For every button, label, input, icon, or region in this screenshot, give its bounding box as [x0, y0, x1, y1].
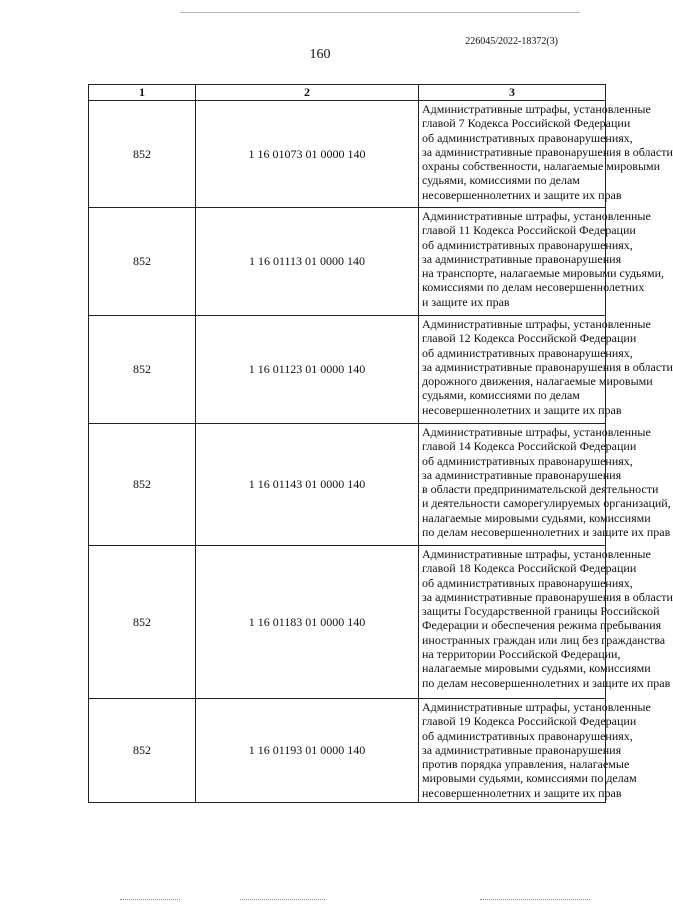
- column-header-1: 1: [89, 85, 196, 101]
- table-row: [89, 424, 606, 546]
- description-line: главой 18 Кодекса Российской Федерации: [422, 561, 637, 576]
- page-number: 160: [309, 47, 331, 62]
- description-line: Административные штрафы, установленные: [422, 700, 651, 714]
- column-header-2: 2: [196, 85, 419, 101]
- description-line: налагаемые мировыми судьями, комиссиями: [422, 661, 651, 676]
- description-line: об административных правонарушениях,: [422, 728, 633, 743]
- description-line: об административных правонарушениях,: [422, 345, 633, 360]
- table-row: [89, 316, 606, 424]
- description-line: об административных правонарушениях,: [422, 237, 633, 252]
- description-line: об административных правонарушениях,: [422, 130, 633, 145]
- description-line: судьями, комиссиями по делам: [422, 173, 580, 188]
- description-line: за административные правонарушения в области: [422, 589, 673, 604]
- document-number: 226045/2022-18372(3): [465, 36, 558, 47]
- table-row: [89, 546, 606, 699]
- description-line: за административные правонарушения: [422, 251, 622, 266]
- budget-classification-code-cell: 1 16 01073 01 0000 140: [196, 101, 419, 208]
- revenue-description-cell: [419, 101, 673, 208]
- budget-classification-code-cell: 1 16 01123 01 0000 140: [196, 316, 419, 424]
- description-line: мировыми судьями, комиссиями по делам: [422, 771, 637, 786]
- description-line: комиссиями по делам несовершеннолетних: [422, 280, 645, 295]
- description-line: Административные штрафы, установленные: [422, 425, 651, 439]
- description-line: за административные правонарушения: [422, 742, 622, 757]
- description-line: несовершеннолетних и защите их прав: [422, 187, 622, 202]
- scan-artifact-line: [240, 899, 325, 900]
- description-line: об административных правонарушениях,: [422, 575, 633, 590]
- admin-code-cell: 852: [89, 316, 196, 424]
- column-header-3: 3: [419, 85, 606, 101]
- table-row: [89, 699, 606, 803]
- description-line: Административные штрафы, установленные: [422, 209, 651, 223]
- description-line: дорожного движения, налагаемые мировыми: [422, 374, 653, 389]
- description-line: главой 14 Кодекса Российской Федерации: [422, 439, 637, 454]
- table-row: [89, 101, 606, 208]
- scan-artifact-line: [480, 899, 590, 900]
- description-line: налагаемые мировыми судьями, комиссиями: [422, 510, 651, 525]
- description-line: за административные правонарушения в области: [422, 144, 673, 159]
- admin-code-cell: 852: [89, 699, 196, 803]
- revenue-description-cell: [419, 208, 665, 316]
- admin-code-cell: 852: [89, 546, 196, 699]
- description-line: главой 19 Кодекса Российской Федерации: [422, 714, 637, 729]
- description-line: несовершеннолетних и защите их прав: [422, 785, 622, 800]
- revenue-description-cell: [419, 316, 673, 424]
- description-line: иностранных граждан или лиц без гражданства: [422, 632, 666, 647]
- description-line: об административных правонарушениях,: [422, 453, 633, 468]
- description-line: Административные штрафы, установленные: [422, 547, 651, 561]
- budget-classification-code-cell: 1 16 01113 01 0000 140: [196, 208, 419, 316]
- budget-classification-code-cell: 1 16 01193 01 0000 140: [196, 699, 419, 803]
- description-line: за административные правонарушения в области: [422, 359, 673, 374]
- description-line: в области предпринимательской деятельности: [422, 482, 659, 497]
- description-line: на транспорте, налагаемые мировыми судьями,: [422, 266, 665, 281]
- description-line: Административные штрафы, установленные: [422, 102, 651, 116]
- description-line: и деятельности саморегулируемых организаций,: [422, 496, 671, 511]
- table-row: [89, 208, 606, 316]
- description-line: против порядка управления, налагаемые: [422, 757, 630, 772]
- description-line: Административные штрафы, установленные: [422, 317, 651, 331]
- admin-code-cell: 852: [89, 101, 196, 208]
- table-body: [89, 101, 673, 803]
- description-line: по делам несовершеннолетних и защите их прав: [422, 675, 671, 690]
- revenue-description-cell: [419, 699, 651, 803]
- description-line: главой 7 Кодекса Российской Федерации: [422, 116, 631, 131]
- table-header-row: [89, 85, 606, 101]
- description-line: Федерации и обеспечения режима пребывания: [422, 618, 662, 633]
- scan-artifact-line: [120, 899, 180, 900]
- description-line: на территории Российской Федерации,: [422, 647, 621, 662]
- description-line: судьями, комиссиями по делам: [422, 388, 580, 403]
- description-line: за административные правонарушения: [422, 467, 622, 482]
- description-line: и защите их прав: [422, 294, 510, 309]
- budget-classification-code-cell: 1 16 01183 01 0000 140: [196, 546, 419, 699]
- description-line: по делам несовершеннолетних и защите их прав: [422, 525, 671, 540]
- admin-code-cell: 852: [89, 424, 196, 546]
- description-line: несовершеннолетних и защите их прав: [422, 402, 622, 417]
- description-line: главой 11 Кодекса Российской Федерации: [422, 223, 636, 238]
- revenue-description-cell: [419, 424, 671, 546]
- budget-code-table: [88, 84, 673, 803]
- revenue-description-cell: [419, 546, 673, 699]
- admin-code-cell: 852: [89, 208, 196, 316]
- top-rule: [180, 12, 580, 13]
- description-line: охраны собственности, налагаемые мировыми: [422, 159, 661, 174]
- budget-classification-code-cell: 1 16 01143 01 0000 140: [196, 424, 419, 546]
- description-line: главой 12 Кодекса Российской Федерации: [422, 331, 637, 346]
- description-line: защиты Государственной границы Российской: [422, 604, 660, 619]
